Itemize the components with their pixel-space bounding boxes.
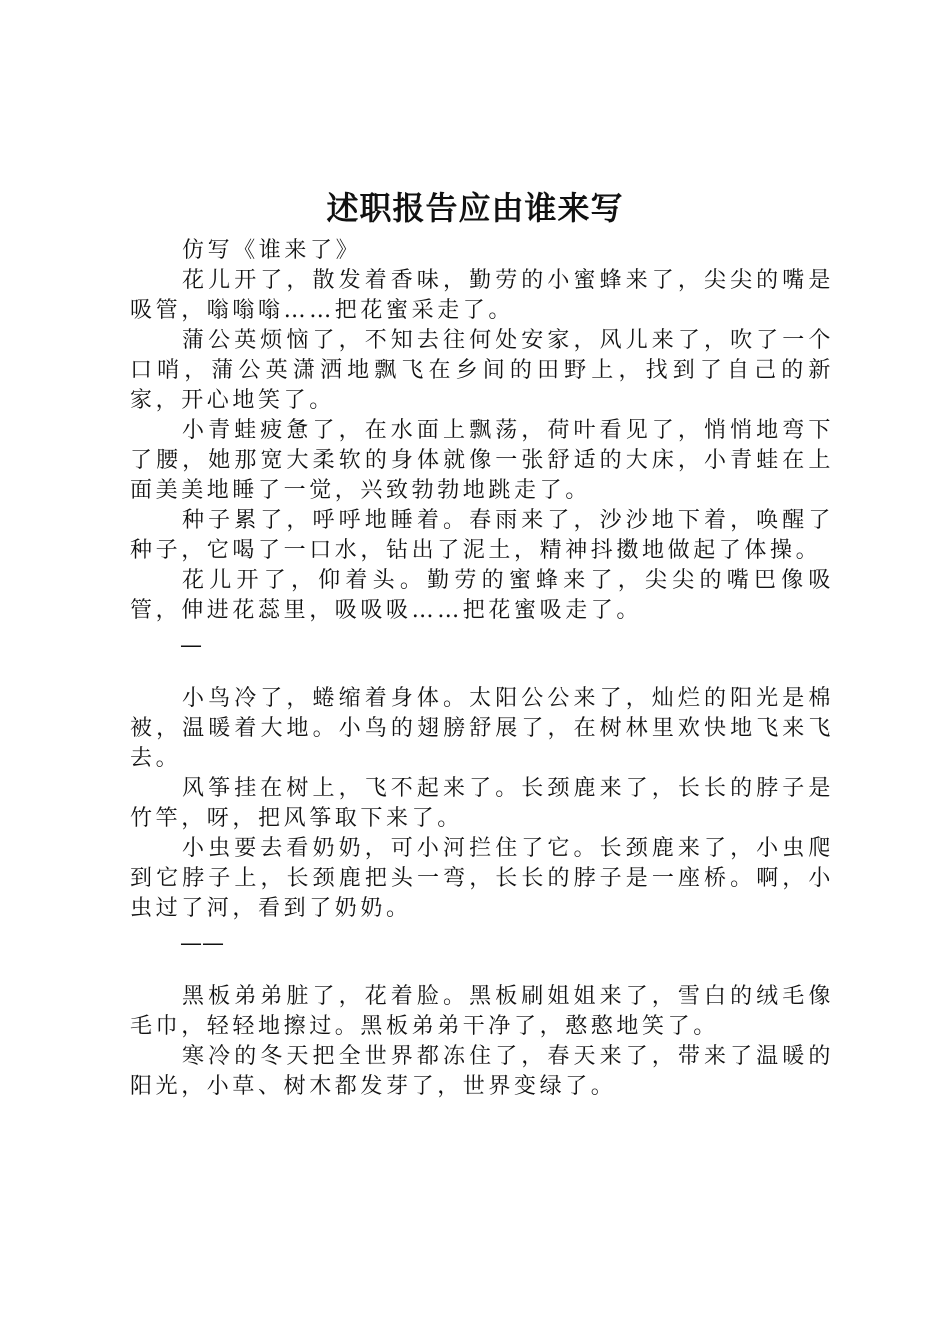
section-separator: —— xyxy=(180,931,224,956)
subtitle: 仿写《谁来了》 xyxy=(182,238,362,263)
paragraph: 种子累了，呼呼地睡着。春雨来了，沙沙地下着，唤醒了种子，它喝了一口水，钻出了泥土，精神抖擞地做起了体操。 xyxy=(130,508,834,563)
paragraph: 花儿开了，仰着头。勤劳的蜜蜂来了，尖尖的嘴巴像吸管，伸进花蕊里，吸吸吸……把花蜜吸走了。 xyxy=(130,568,834,623)
paragraph: 小青蛙疲惫了，在水面上飘荡，荷叶看见了，悄悄地弯下了腰，她那宽大柔软的身体就像一张舒适的大床，小青蛙在上面美美地睡了一觉，兴致勃勃地跳走了。 xyxy=(130,418,834,503)
paragraph: 蒲公英烦恼了，不知去往何处安家，风儿来了，吹了一个口哨，蒲公英潇洒地飘飞在乡间的田野上，找到了自己的新家，开心地笑了。 xyxy=(130,328,834,413)
paragraph: 花儿开了，散发着香味，勤劳的小蜜蜂来了，尖尖的嘴是吸管，嗡嗡嗡……把花蜜采走了。 xyxy=(130,268,834,323)
paragraph: 小鸟冷了，蜷缩着身体。太阳公公来了，灿烂的阳光是棉被，温暖着大地。小鸟的翅膀舒展了，在树林里欢快地飞来飞去。 xyxy=(130,686,834,771)
document-body xyxy=(130,236,834,1102)
paragraph: 寒冷的冬天把全世界都冻住了，春天来了，带来了温暖的阳光，小草、树木都发芽了，世界变绿了。 xyxy=(130,1044,834,1099)
paragraph: 小虫要去看奶奶，可小河拦住了它。长颈鹿来了，小虫爬到它脖子上，长颈鹿把头一弯，长长的脖子是一座桥。啊，小虫过了河，看到了奶奶。 xyxy=(130,836,834,921)
paragraph: 风筝挂在树上，飞不起来了。长颈鹿来了，长长的脖子是竹竿，呀，把风筝取下来了。 xyxy=(130,776,834,831)
paragraph: 黑板弟弟脏了，花着脸。黑板刷姐姐来了，雪白的绒毛像毛巾，轻轻地擦过。黑板弟弟干净了，憨憨地笑了。 xyxy=(130,984,834,1039)
section-separator: — xyxy=(180,633,202,658)
document-title: 述职报告应由谁来写 xyxy=(326,189,624,227)
